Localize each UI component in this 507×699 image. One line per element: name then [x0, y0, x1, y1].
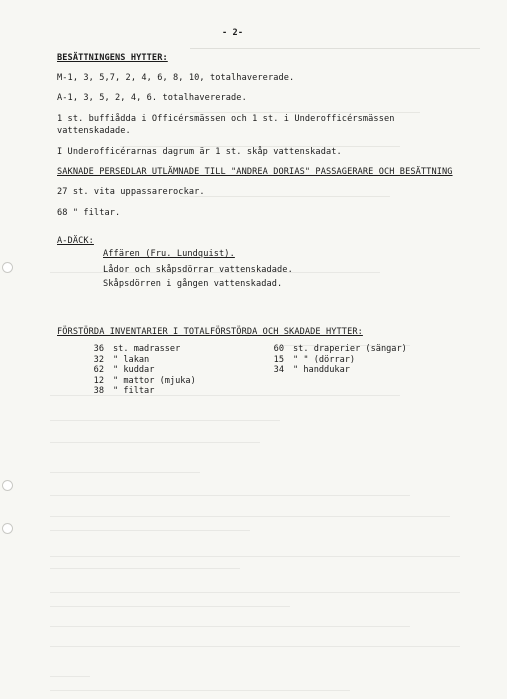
inventory-right-qty: [268, 344, 284, 376]
text-line: A-1, 3, 5, 2, 4, 6. totalhavererade.: [57, 93, 247, 103]
show-through-line: [50, 606, 290, 607]
inventory-qty: 15: [273, 354, 284, 365]
inventory-item: " lakan: [113, 354, 150, 365]
subheading-shop: Affären (Fru. Lundquist).: [103, 249, 235, 259]
show-through-line: [50, 530, 250, 531]
inventory-qty: 32: [93, 354, 104, 365]
inventory-item: " mattor (mjuka): [113, 375, 196, 386]
inventory-left-qty: [88, 344, 104, 397]
punch-hole-top: [2, 262, 13, 273]
text-line: Skåpsdörren i gången vattenskadad.: [103, 279, 283, 289]
inventory-qty: 36: [93, 344, 104, 354]
inventory-item: " handdukar: [293, 365, 350, 375]
show-through-line: [50, 442, 260, 443]
show-through-line: [50, 556, 460, 557]
text-line: 27 st. vita uppassarerockar.: [57, 187, 205, 197]
inventory-qty: 34: [273, 365, 284, 375]
text-line: Lådor och skåpsdörrar vattenskadade.: [103, 265, 293, 275]
text-line: I Underofficérarnas dagrum är 1 st. skåp vattenskadat.: [57, 147, 342, 157]
text-line: 68 " filtar.: [57, 208, 121, 218]
show-through-line: [50, 676, 90, 677]
punch-hole-bottom: [2, 523, 13, 534]
inventory-right-desc: [293, 344, 407, 376]
show-through-line: [180, 196, 390, 197]
heading-crew-cabins: BESÄTTNINGENS HYTTER:: [57, 53, 168, 63]
show-through-line: [190, 48, 480, 49]
show-through-line: [190, 112, 420, 113]
show-through-line: [50, 472, 200, 473]
show-through-line: [50, 568, 240, 569]
punch-hole-middle: [2, 480, 13, 491]
inventory-left-desc: [113, 344, 196, 397]
show-through-line: [50, 516, 450, 517]
inventory-qty: 60: [273, 344, 284, 354]
heading-missing-items: SAKNADE PERSEDLAR UTLÄMNADE TILL "ANDREA DORIAS" PASSAGERARE OCH BESÄTTNING: [57, 167, 453, 177]
inventory-item: " filtar: [113, 386, 155, 396]
show-through-line: [50, 420, 280, 421]
show-through-line: [50, 592, 460, 593]
inventory-qty: 38: [93, 386, 104, 396]
heading-a-deck: A-DÄCK:: [57, 236, 94, 246]
show-through-line: [50, 646, 460, 647]
show-through-line: [50, 690, 350, 691]
inventory-item: st. madrasser: [113, 344, 181, 354]
text-line: vattenskadade.: [57, 126, 131, 136]
inventory-item: st. draperier (sängar): [293, 344, 407, 354]
inventory-qty: 62: [93, 365, 104, 375]
show-through-line: [50, 626, 410, 627]
inventory-item: " kuddar: [113, 365, 155, 375]
text-line: 1 st. buffiådda i Officérsmässen och 1 st. i Underofficérsmässen: [57, 114, 395, 124]
text-line: M-1, 3, 5,7, 2, 4, 6, 8, 10, totalhavererade.: [57, 73, 295, 83]
heading-destroyed-inventory: FÖRSTÖRDA INVENTARIER I TOTALFÖRSTÖRDA OCH SKADADE HYTTER:: [57, 327, 363, 337]
inventory-item: " " (dörrar): [293, 354, 356, 365]
show-through-line: [50, 495, 410, 496]
inventory-qty: 12: [93, 375, 104, 386]
page-number: - 2-: [222, 28, 244, 38]
